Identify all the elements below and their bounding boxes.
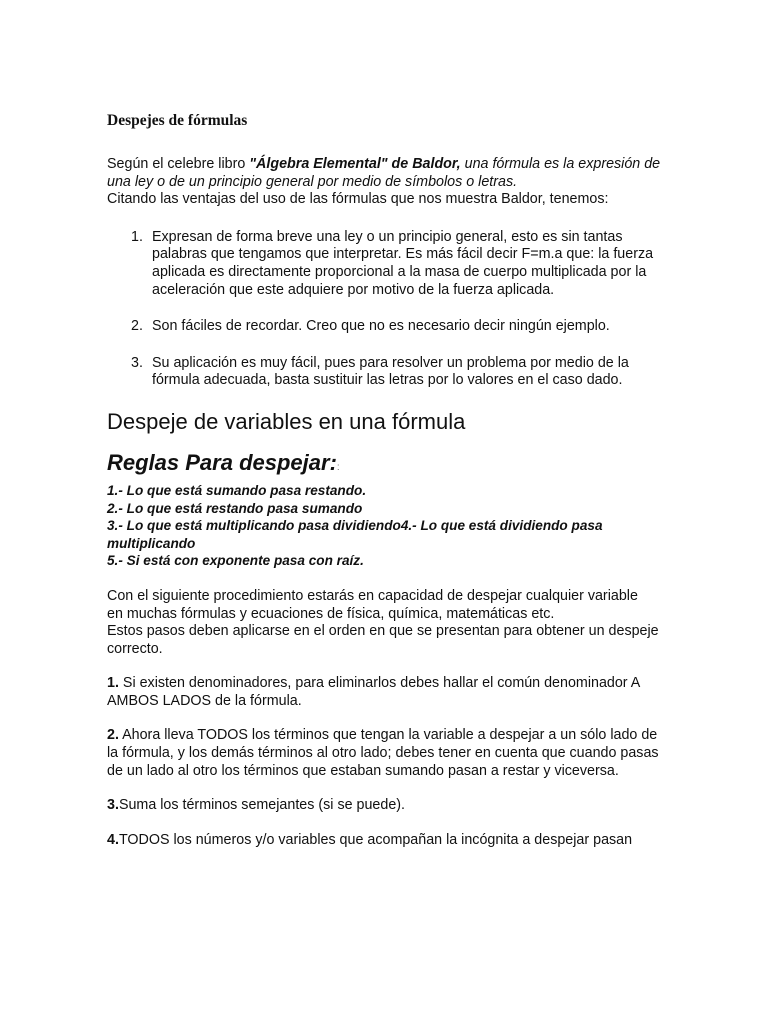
list-text: Su aplicación es muy fácil, pues para resolver un problema por medio de la fórmula adecuada, basta sustituir las letras por lo valores en el caso dado. bbox=[152, 354, 629, 389]
list-text: Expresan de forma breve una ley o un principio general, esto es sin tantas palabras que tengamos que interpretar. Es más fácil decir F=m.a que: la fuerza aplicada es directamente proporcional a la masa de cuerpo multiplicada por la aceleración que este adquiere por motivo de la fuerza aplicada. bbox=[152, 228, 654, 298]
list-number: 2. bbox=[131, 318, 143, 335]
heading-rules bbox=[107, 450, 667, 481]
rules-list bbox=[107, 482, 667, 570]
step-paragraph bbox=[107, 832, 667, 850]
step-paragraph bbox=[107, 675, 667, 710]
step-number: 4. bbox=[107, 831, 119, 848]
list-item bbox=[107, 355, 667, 390]
document-title: Despejes de fórmulas bbox=[107, 112, 248, 129]
rule-item: 3.- Lo que está multiplicando pasa dividiendo4.- Lo que está dividiendo pasa multiplicando bbox=[107, 518, 603, 551]
intro-paragraph bbox=[107, 156, 667, 209]
procedure-paragraph bbox=[107, 588, 667, 658]
step-text: Ahora lleva TODOS los términos que tengan la variable a despejar a un sólo lado de la fórmula, y los demás términos al otro lado; debes tener en cuenta que cuando pasas de un lado al otro los términos que estaban sumando pasan a restar y viceversa. bbox=[107, 727, 659, 779]
rule-item: 1.- Lo que está sumando pasa restando. bbox=[107, 482, 367, 498]
heading-rules-text: Reglas Para despejar: bbox=[107, 449, 337, 475]
list-number: 3. bbox=[131, 354, 143, 371]
intro-prefix: Según el celebre libro bbox=[107, 156, 250, 172]
procedure-line: en muchas fórmulas y ecuaciones de física, química, matemáticas etc. bbox=[107, 605, 555, 622]
step-number: 1. bbox=[107, 675, 119, 692]
book-title: "Álgebra Elemental" de Baldor, bbox=[249, 156, 461, 172]
step-paragraph bbox=[107, 797, 667, 815]
step-paragraph bbox=[107, 727, 667, 780]
document-page bbox=[107, 112, 667, 849]
advantages-list bbox=[107, 229, 667, 390]
heading-rules-mark: : bbox=[336, 461, 340, 473]
step-text: Si existen denominadores, para eliminarlos debes hallar el común denominador A AMBOS LADOS de la fórmula. bbox=[107, 675, 640, 709]
intro-italic: una fórmula es la expresión de una ley o de un principio general por medio de símbolos o letras. bbox=[107, 156, 661, 190]
rule-item: 2.- Lo que está restando pasa sumando bbox=[107, 500, 363, 516]
step-number: 2. bbox=[107, 727, 119, 744]
heading-variables: Despeje de variables en una fórmula bbox=[107, 408, 466, 434]
list-item bbox=[107, 318, 667, 336]
procedure-line: Estos pasos deben aplicarse en el orden en que se presentan para obtener un despeje correcto. bbox=[107, 623, 659, 657]
step-text: TODOS los números y/o variables que acompañan la incógnita a despejar pasan bbox=[118, 831, 633, 848]
intro-rest: Citando las ventajas del uso de las fórmulas que nos muestra Baldor, tenemos: bbox=[107, 191, 609, 208]
procedure-line: Con el siguiente procedimiento estarás en capacidad de despejar cualquier variable bbox=[107, 587, 638, 604]
list-text: Son fáciles de recordar. Creo que no es necesario decir ningún ejemplo. bbox=[152, 318, 610, 335]
list-number: 1. bbox=[131, 228, 143, 245]
list-item bbox=[107, 229, 667, 299]
step-number: 3. bbox=[107, 797, 119, 814]
rule-item: 5.- Si está con exponente pasa con raíz. bbox=[107, 553, 364, 569]
step-text: Suma los términos semejantes (si se puede). bbox=[118, 797, 406, 814]
